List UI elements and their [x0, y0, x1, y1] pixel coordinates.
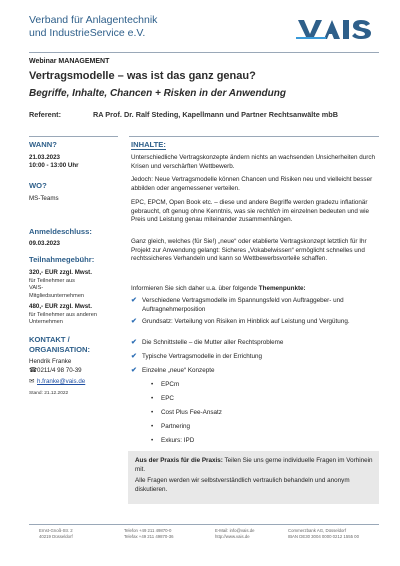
fee-others-desc-line: Unternehmen: [29, 319, 63, 326]
vais-logo: [296, 18, 374, 40]
footer-address-line: Ernst-Gnoß-Str. 2: [39, 528, 73, 533]
topic-bullet-text: Grundsatz: Verteilung von Risiken im Hinblick auf Leistung und Vergütung.: [142, 318, 350, 325]
registration-deadline-heading: Anmeldeschluss:: [29, 227, 92, 236]
fee-members-desc-line: VAIS-: [29, 285, 44, 292]
footer-divider: [29, 524, 379, 525]
bullet-dot-icon: •: [151, 381, 154, 388]
footer-bank: [288, 528, 359, 540]
footer-phone-line: Telefax +49 211 49870-36: [124, 534, 174, 539]
fee-members-price: 320,- EUR zzgl. Mwst.: [29, 269, 92, 276]
mail-icon: ✉: [29, 378, 35, 385]
intro-paragraph-3-italic: rechtlich: [257, 207, 281, 215]
practice-note-paragraph-1: [135, 457, 375, 474]
topic-bullet-text: Die Schnittstelle – die Mutter aller Rechtsprobleme: [142, 339, 284, 346]
contact-phone-number: 0211/4 98 70-39: [37, 367, 82, 374]
fee-others-price: 480,- EUR zzgl. Mwst.: [29, 303, 92, 310]
intro-paragraph-2: Jedoch: Neue Vertragsmodelle können Chancen und Risiken neu und vielleicht besser abbilden oder angemessener verteilen.: [131, 176, 373, 192]
footer-web-line[interactable]: http://www.vais.de: [215, 534, 250, 539]
fee-others-desc-line: für Teilnehmer aus anderen: [29, 312, 97, 318]
contact-name: Hendrik Franke: [29, 358, 72, 365]
topic-bullet-text: Einzelne „neue“ Konzepte: [142, 367, 215, 374]
topics-intro-text: Informieren Sie sich daher u.a. über folgende: [131, 285, 259, 292]
event-time: 10:00 - 13:00 Uhr: [29, 162, 79, 169]
topic-bullet-text: Verschiedene Vertragsmodelle im Spannungsfeld von Auftraggeber- und Auftragnehmerposition: [142, 297, 344, 313]
content-heading: INHALTE:: [131, 140, 166, 149]
bullet-dot-icon: •: [151, 395, 154, 402]
registration-deadline-date: 09.03.2023: [29, 240, 60, 247]
concept-item-text: EPCm: [161, 381, 180, 388]
footer-web-line[interactable]: E-Mail: info@vais.de: [215, 528, 255, 533]
contact-email-link[interactable]: h.franke@vais.de: [37, 378, 86, 385]
footer-bank-line: Commerzbank AG, Düsseldorf: [288, 528, 347, 533]
document-date: Stand: 21.12.2022: [29, 391, 69, 396]
org-name-line2: und IndustrieService e.V.: [29, 27, 146, 39]
event-type: Webinar MANAGEMENT: [29, 58, 110, 65]
bullet-dot-icon: •: [151, 409, 154, 416]
topic-bullet-text: Typische Vertragsmodelle in der Errichtung: [142, 353, 263, 360]
footer-bank-line: IBAN DE30 3004 0000 0212 1555 00: [288, 534, 359, 539]
practice-note-paragraph-2: Alle Fragen werden wir selbstverständlich vertraulich behandeln und anonym diskutieren.: [135, 477, 350, 493]
footer-address: [39, 528, 73, 540]
contact-heading-line1: KONTAKT /: [29, 335, 70, 344]
page-title: Vertragsmodelle – was ist das ganz genau?: [29, 70, 256, 82]
footer-address-line: 40219 Düsseldorf: [39, 534, 73, 539]
left-column-rule: [29, 136, 118, 137]
where-heading: WO?: [29, 181, 47, 190]
fee-heading: Teilnahmegebühr:: [29, 255, 95, 264]
contact-heading-line2: ORGANISATION:: [29, 345, 91, 354]
org-name-line1: Verband für Anlagentechnik: [29, 14, 158, 26]
right-column-rule: [129, 136, 379, 137]
footer-phone: [124, 528, 174, 540]
contact-phone: [29, 367, 82, 375]
checkmark-icon: ✔: [131, 353, 137, 360]
fee-members-desc-line: Mitgliedsunternehmen: [29, 292, 85, 299]
concept-item-text: Cost Plus Fee-Ansatz: [161, 409, 222, 416]
contact-email[interactable]: [29, 378, 85, 386]
fee-members-desc: [29, 278, 84, 300]
when-heading: WANN?: [29, 140, 57, 149]
intro-paragraph-3-b: im einzelnen bedeuten und wie Preis und Leistung genau miteinander zusammenhängen.: [131, 207, 370, 223]
footer-phone-line: Telefon +49 211 49870-0: [124, 528, 172, 533]
checkmark-icon: ✔: [131, 367, 137, 374]
page-subtitle: Begriffe, Inhalte, Chancen + Risken in der Anwendung: [29, 88, 286, 99]
topics-intro-bold: Themenpunkte:: [258, 285, 306, 292]
fee-others-desc: [29, 312, 97, 327]
phone-icon: ☎: [29, 367, 38, 374]
fee-members-desc-line: für Teilnehmer aus: [29, 278, 75, 284]
concept-item-text: EPC: [161, 395, 174, 402]
checkmark-icon: ✔: [131, 339, 137, 346]
intro-paragraph-3: [131, 199, 379, 225]
concept-item-text: Partnering: [161, 423, 191, 430]
header-divider: [29, 52, 379, 53]
practice-note-bold: Aus der Praxis für die Praxis:: [135, 457, 223, 464]
topics-intro: [131, 285, 379, 294]
bullet-dot-icon: •: [151, 423, 154, 430]
concept-item-text: Exkurs: IPD: [161, 437, 195, 444]
practice-note-text: Teilen Sie uns gerne individuelle Fragen im Vorhinein mit.: [135, 457, 373, 473]
footer-web[interactable]: [215, 528, 254, 540]
referent-label: Referent:: [29, 110, 62, 119]
checkmark-icon: ✔: [131, 318, 137, 325]
intro-paragraph-3-a: EPC, EPCM, Open Book etc. – diese und andere Begriffe werden gradezu inflationär gebraucht, oft genug ohne Kenntnis, was sie: [131, 199, 368, 215]
referent-name: RA Prof. Dr. Ralf Steding, Kapellmann und Partner Rechtsanwälte mbB: [93, 110, 339, 119]
event-place: MS-Teams: [29, 195, 59, 202]
intro-paragraph-4: Ganz gleich, welches (für Sie!) „neue“ oder etablierte Vertragskonzept letztlich für Ihr Projekt zur Anwendung gelangt: Sicheres „Vokabelwissen“ ermöglicht schnelles und rechtssicheres Verhandeln und kann so Wettbewerbsvorteile schaffen.: [131, 238, 367, 262]
event-date: 21.03.2023: [29, 154, 60, 161]
practice-note-box: [128, 451, 379, 504]
checkmark-icon: ✔: [131, 297, 137, 304]
bullet-dot-icon: •: [151, 437, 154, 444]
referent-line: [29, 110, 339, 119]
intro-paragraph-1: Unterschiedliche Vertragskonzepte ändern nichts an wachsenden Unsicherheiten durch Krisen und verschärften Wettbewerb.: [131, 154, 375, 170]
contact-heading: [29, 335, 90, 355]
org-name: [29, 14, 229, 40]
